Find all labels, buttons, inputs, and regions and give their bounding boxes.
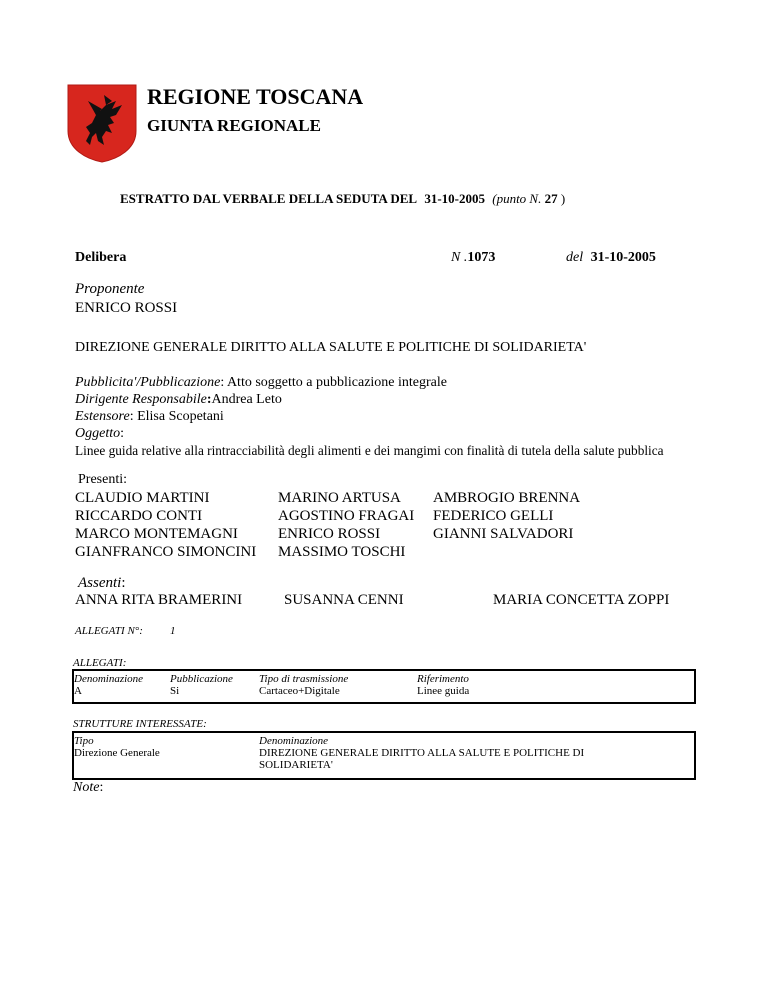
table-cell: Direzione Generale — [74, 747, 160, 759]
presente-name: CLAUDIO MARTINI — [75, 490, 210, 506]
allegati-col-pubblicazione — [170, 673, 233, 697]
proponente-value: ENRICO ROSSI — [75, 300, 178, 316]
estensore-value: Elisa Scopetani — [137, 409, 224, 424]
strutture-col-denominazione — [259, 735, 584, 771]
table-header: Tipo di trasmissione — [259, 673, 349, 685]
estratto-punto-num: 27 — [544, 191, 558, 206]
dirigente-label: Dirigente Responsabile — [75, 392, 207, 407]
estensore-line: Estensore: Elisa Scopetani — [75, 409, 224, 424]
estratto-punto-label: (punto N. — [492, 191, 542, 206]
assenti-label-line: Assenti: — [78, 575, 126, 591]
presente-name: ENRICO ROSSI — [278, 526, 381, 542]
regione-toscana-logo — [66, 83, 138, 163]
presente-name: AGOSTINO FRAGAI — [278, 508, 415, 524]
table-cell: SOLIDARIETA' — [259, 759, 333, 771]
allegati-col-riferimento — [417, 673, 469, 697]
delibera-n-label: N . — [451, 250, 468, 265]
table-header: Tipo — [74, 735, 94, 747]
pubblicita-line: Pubblicita'/Pubblicazione: Atto soggetto a pubblicazione integrale — [75, 375, 447, 390]
allegati-col-denominazione — [74, 673, 143, 697]
pubblicita-value: Atto soggetto a pubblicazione integrale — [226, 375, 447, 390]
allegati-section-label: ALLEGATI: — [73, 657, 127, 669]
assente-name: MARIA CONCETTA ZOPPI — [493, 592, 670, 608]
presenti-label: Presenti: — [78, 472, 127, 487]
strutture-section-label: STRUTTURE INTERESSATE: — [73, 718, 207, 730]
assenti-label: Assenti — [78, 575, 122, 591]
estensore-label: Estensore — [75, 409, 130, 424]
estratto-prefix: ESTRATTO DAL VERBALE DELLA SEDUTA DEL — [120, 191, 418, 206]
dirigente-line: Dirigente Responsabile:Andrea Leto — [75, 392, 282, 407]
estratto-punto-close: ) — [560, 191, 566, 206]
presente-name: MASSIMO TOSCHI — [278, 544, 406, 560]
delibera-del-value: 31-10-2005 — [590, 250, 656, 265]
allegati-col-tipo — [259, 673, 348, 697]
presente-name: GIANFRANCO SIMONCINI — [75, 544, 257, 560]
region-title: REGIONE TOSCANA — [147, 84, 364, 109]
estratto-date: 31-10-2005 — [424, 191, 485, 206]
estratto-line — [120, 191, 565, 207]
presenti-col2 — [278, 489, 414, 561]
presenti-col1 — [75, 489, 256, 561]
direzione-line: DIREZIONE GENERALE DIRITTO ALLA SALUTE E POLITICHE DI SOLIDARIETA' — [75, 340, 587, 355]
presente-name: FEDERICO GELLI — [433, 508, 554, 524]
delibera-del-label: del — [566, 250, 584, 265]
presente-name: MARINO ARTUSA — [278, 490, 401, 506]
presente-name: MARCO MONTEMAGNI — [75, 526, 238, 542]
oggetto-label: Oggetto — [75, 426, 121, 441]
dirigente-value: Andrea Leto — [211, 392, 282, 407]
assente-name: SUSANNA CENNI — [284, 592, 404, 608]
note-line: Note: — [73, 780, 104, 795]
presenti-col3 — [433, 489, 580, 543]
table-header: Riferimento — [417, 673, 469, 685]
table-cell: Linee guida — [417, 685, 470, 697]
table-header: Denominazione — [259, 735, 329, 747]
presente-name: RICCARDO CONTI — [75, 508, 203, 524]
allegati-table — [72, 669, 696, 704]
note-label: Note — [73, 780, 100, 795]
presente-name: AMBROGIO BRENNA — [433, 490, 581, 506]
oggetto-line: Oggetto: — [75, 426, 124, 441]
allegati-n-value: 1 — [170, 625, 176, 637]
pubblicita-label: Pubblicita'/Pubblicazione — [75, 375, 221, 390]
table-header: Pubblicazione — [170, 673, 233, 685]
assente-name: ANNA RITA BRAMERINI — [75, 592, 243, 608]
proponente-label: Proponente — [75, 281, 145, 297]
table-cell: Cartaceo+Digitale — [259, 685, 340, 697]
table-header: Denominazione — [74, 673, 144, 685]
delibera-label: Delibera — [75, 250, 127, 265]
delibera-number — [451, 250, 495, 266]
table-cell: Si — [170, 685, 180, 697]
delibera-date — [566, 250, 656, 266]
oggetto-value: Linee guida relative alla rintracciabilità degli alimenti e dei mangimi con finalità di tutela della salute pubblica — [75, 443, 664, 458]
allegati-n-label: ALLEGATI N°: — [75, 625, 143, 637]
delibera-n-value: 1073 — [467, 250, 496, 265]
pegasus-crest-icon — [66, 83, 138, 163]
table-cell: A — [74, 685, 82, 697]
strutture-table — [72, 731, 696, 780]
presente-name: GIANNI SALVADORI — [433, 526, 574, 542]
giunta-title: GIUNTA REGIONALE — [147, 116, 321, 135]
table-cell: DIREZIONE GENERALE DIRITTO ALLA SALUTE E POLITICHE DI — [259, 747, 585, 759]
strutture-col-tipo — [74, 735, 160, 759]
